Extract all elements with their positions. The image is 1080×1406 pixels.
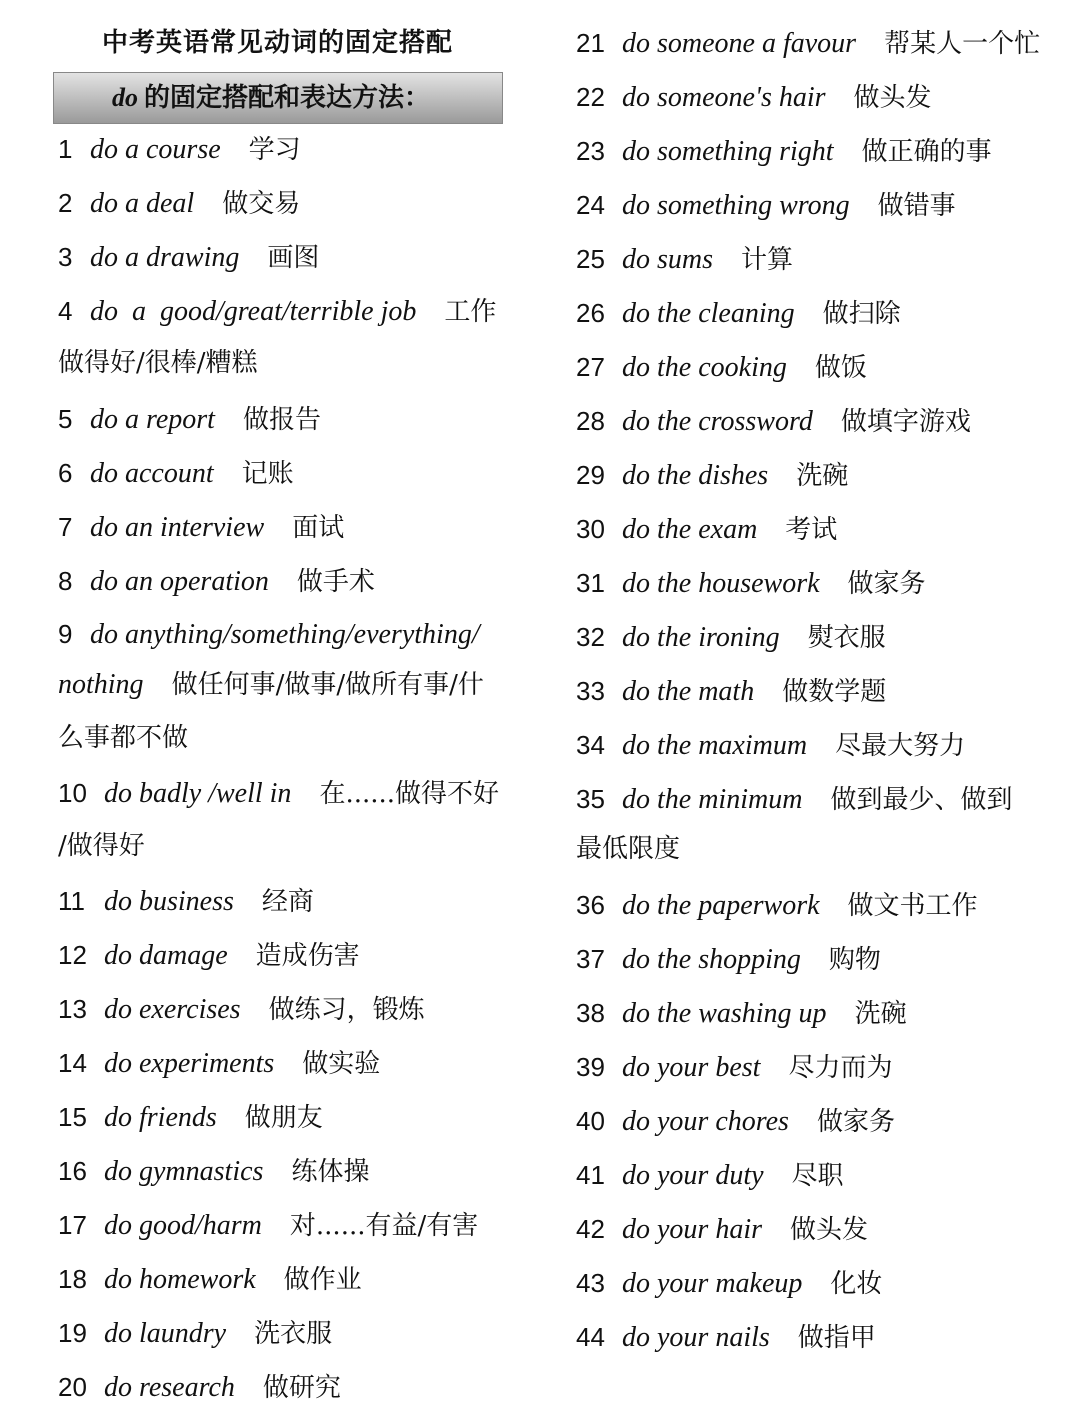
continuation-line: 做得好/很棒/糟糕 — [58, 348, 258, 378]
entry-number: 28 — [576, 406, 605, 436]
entry-chinese: 做朋友 — [244, 1103, 323, 1133]
entry-number: 36 — [576, 890, 605, 920]
entry-number: 13 — [58, 994, 87, 1024]
list-item — [58, 188, 300, 219]
entry-english: do homework — [104, 1264, 256, 1295]
entry-chinese: 做手术 — [296, 567, 375, 597]
list-item — [58, 1102, 323, 1133]
entry-chinese: 化妆 — [830, 1269, 883, 1299]
entry-chinese: 对......有益/有害 — [289, 1211, 479, 1241]
entry-english: do the ironing — [622, 622, 780, 653]
list-item — [58, 1048, 380, 1079]
list-item — [58, 512, 344, 543]
entry-number: 18 — [58, 1264, 87, 1294]
entry-number: 38 — [576, 998, 605, 1028]
entry-number: 26 — [576, 298, 605, 328]
entry-chinese: 做家务 — [816, 1107, 895, 1137]
list-item — [576, 890, 978, 921]
list-item — [58, 1264, 362, 1295]
entry-number: 25 — [576, 244, 605, 274]
entry-number: 21 — [576, 28, 605, 58]
list-item — [58, 1210, 478, 1241]
list-item — [58, 566, 375, 597]
banner-text: 的固定搭配和表达方法： — [144, 83, 431, 113]
entry-number: 24 — [576, 190, 605, 220]
entry-number: 22 — [576, 82, 605, 112]
entry-english: do account — [90, 458, 214, 489]
entry-english: do someone a favour — [622, 28, 857, 59]
entry-english: do your makeup — [622, 1268, 803, 1299]
entry-number: 34 — [576, 730, 605, 760]
entry-english: do the maximum — [622, 730, 808, 761]
entry-number: 15 — [58, 1102, 87, 1132]
entry-english: do a deal — [90, 188, 195, 219]
list-item — [58, 1372, 341, 1403]
list-item — [576, 998, 907, 1029]
entry-chinese: 画图 — [267, 243, 320, 273]
entry-english: do the washing up — [622, 998, 827, 1029]
entry-chinese: 经商 — [261, 887, 314, 917]
list-item — [58, 296, 496, 327]
entry-english: do something right — [622, 136, 834, 167]
entry-chinese: 洗碗 — [796, 461, 849, 491]
entry-english: do the dishes — [622, 460, 769, 491]
entry-number: 40 — [576, 1106, 605, 1136]
entry-english: do a course — [90, 134, 221, 165]
entry-chinese: 做错事 — [877, 191, 956, 221]
continuation-line — [58, 670, 484, 700]
entry-chinese: 在......做得不好 — [319, 779, 500, 809]
entry-chinese: 做任何事/做事/做所有事/什 — [171, 670, 484, 700]
entry-number: 41 — [576, 1160, 605, 1190]
entry-number: 31 — [576, 568, 605, 598]
list-item — [58, 619, 508, 650]
entry-chinese: 尽最大努力 — [835, 731, 966, 761]
list-item — [58, 778, 499, 809]
entry-number: 19 — [58, 1318, 87, 1348]
entry-english: do damage — [104, 940, 228, 971]
entry-english: do the paperwork — [622, 890, 820, 921]
entry-number: 29 — [576, 460, 605, 490]
list-item — [576, 622, 886, 653]
entry-number: 4 — [58, 296, 73, 326]
list-item — [576, 944, 881, 975]
entry-chinese: 学习 — [248, 135, 301, 165]
list-item — [576, 28, 1040, 59]
entry-english: do your best — [622, 1052, 761, 1083]
entry-number: 17 — [58, 1210, 87, 1240]
entry-english: do the shopping — [622, 944, 801, 975]
entry-english: do friends — [104, 1102, 217, 1133]
entry-english: do gymnastics — [104, 1156, 264, 1187]
continuation-line: 么事都不做 — [58, 723, 189, 753]
entry-number: 2 — [58, 188, 73, 218]
list-item — [576, 190, 956, 221]
entry-number: 30 — [576, 514, 605, 544]
entry-english: do badly /well in — [104, 778, 292, 809]
entry-english: do sums — [622, 244, 714, 275]
entry-number: 7 — [58, 512, 73, 542]
entry-english: do your chores — [622, 1106, 789, 1137]
entry-chinese: 做扫除 — [822, 299, 901, 329]
entry-chinese: 购物 — [828, 945, 881, 975]
entry-chinese: 做家务 — [847, 569, 926, 599]
entry-number: 23 — [576, 136, 605, 166]
entry-chinese: 做交易 — [222, 189, 301, 219]
entry-number: 1 — [58, 134, 73, 164]
entry-number: 33 — [576, 676, 605, 706]
list-item — [576, 1322, 876, 1353]
list-item — [576, 568, 926, 599]
list-item — [576, 244, 793, 275]
entry-english: do your hair — [622, 1214, 762, 1245]
entry-chinese: 尽力而为 — [788, 1053, 893, 1083]
entry-number: 12 — [58, 940, 87, 970]
continuation-line: /做得好 — [58, 831, 145, 861]
entry-english: do laundry — [104, 1318, 227, 1349]
entry-number: 8 — [58, 566, 73, 596]
entry-number: 16 — [58, 1156, 87, 1186]
entry-number: 37 — [576, 944, 605, 974]
entry-english: do the housework — [622, 568, 820, 599]
entry-chinese: 工作 — [444, 297, 497, 327]
entry-number: 14 — [58, 1048, 87, 1078]
entry-number: 43 — [576, 1268, 605, 1298]
entry-english: do the minimum — [622, 784, 803, 815]
section-banner — [53, 72, 503, 124]
entry-number: 32 — [576, 622, 605, 652]
list-item — [576, 1052, 892, 1083]
entry-number: 27 — [576, 352, 605, 382]
entry-english: do the crossword — [622, 406, 813, 437]
entry-chinese: 做头发 — [790, 1215, 869, 1245]
banner-keyword: do — [112, 83, 138, 112]
list-item — [58, 1318, 332, 1349]
entry-chinese: 做正确的事 — [861, 137, 992, 167]
entry-number: 44 — [576, 1322, 605, 1352]
entry-chinese: 做文书工作 — [847, 891, 978, 921]
list-item — [58, 458, 294, 489]
entry-chinese: 做作业 — [283, 1265, 362, 1295]
list-item — [576, 676, 886, 707]
entry-english: do an interview — [90, 512, 265, 543]
entry-english: do your nails — [622, 1322, 770, 1353]
list-item — [576, 784, 1012, 815]
entry-number: 3 — [58, 242, 73, 272]
list-item — [576, 298, 901, 329]
entry-number: 39 — [576, 1052, 605, 1082]
entry-chinese: 做到最少、做到 — [830, 785, 1013, 815]
entry-chinese: 记账 — [241, 459, 294, 489]
entry-chinese: 做填字游戏 — [840, 407, 971, 437]
entry-english: do good/harm — [104, 1210, 262, 1241]
entry-english: do a drawing — [90, 242, 240, 273]
list-item — [58, 134, 301, 165]
entry-english: do someone's hair — [622, 82, 826, 113]
entry-chinese: 做饭 — [814, 353, 867, 383]
list-item — [576, 1214, 868, 1245]
entry-chinese: 洗衣服 — [254, 1319, 333, 1349]
entry-chinese: 做研究 — [262, 1373, 341, 1403]
entry-chinese: 计算 — [741, 245, 794, 275]
list-item — [58, 940, 360, 971]
entry-english: do the cooking — [622, 352, 787, 383]
entry-chinese: 考试 — [785, 515, 838, 545]
entry-english: do your duty — [622, 1160, 764, 1191]
entry-chinese: 做报告 — [242, 405, 321, 435]
entry-chinese: 做练习，锻炼 — [268, 995, 425, 1025]
entry-chinese: 练体操 — [291, 1157, 370, 1187]
entry-number: 9 — [58, 619, 73, 649]
list-item — [576, 460, 848, 491]
entry-chinese: 面试 — [292, 513, 345, 543]
entry-english: do a good/great/terrible job — [90, 296, 417, 327]
entry-number: 35 — [576, 784, 605, 814]
entry-english: do research — [104, 1372, 235, 1403]
entry-chinese: 尽职 — [791, 1161, 844, 1191]
list-item — [576, 406, 971, 437]
entry-english: do experiments — [104, 1048, 275, 1079]
list-item — [58, 1156, 369, 1187]
entry-number: 6 — [58, 458, 73, 488]
entry-english: do exercises — [104, 994, 241, 1025]
entry-chinese: 做数学题 — [782, 677, 887, 707]
entry-chinese: 熨衣服 — [807, 623, 886, 653]
entry-number: 20 — [58, 1372, 87, 1402]
entry-number: 5 — [58, 404, 73, 434]
entry-chinese: 做指甲 — [797, 1323, 876, 1353]
entry-chinese: 做头发 — [853, 83, 932, 113]
list-item — [576, 352, 867, 383]
entry-english: do business — [104, 886, 234, 917]
entry-english: do the cleaning — [622, 298, 795, 329]
list-item — [576, 82, 932, 113]
entry-english: do the math — [622, 676, 755, 707]
entry-english: do an operation — [90, 566, 269, 597]
list-item — [576, 730, 965, 761]
entry-english: nothing — [58, 669, 144, 700]
continuation-line: 最低限度 — [576, 834, 681, 864]
entry-chinese: 洗碗 — [854, 999, 907, 1029]
entry-english: do something wrong — [622, 190, 850, 221]
entry-english: do a report — [90, 404, 215, 435]
entry-english: do anything/something/everything/ — [90, 619, 480, 650]
list-item — [576, 514, 837, 545]
page-title: 中考英语常见动词的固定搭配 — [102, 28, 454, 58]
list-item — [58, 242, 319, 273]
entry-english: do the exam — [622, 514, 758, 545]
entry-number: 11 — [58, 886, 85, 916]
list-item — [576, 1268, 882, 1299]
entry-chinese: 造成伤害 — [255, 941, 360, 971]
entry-number: 42 — [576, 1214, 605, 1244]
list-item — [576, 136, 992, 167]
list-item — [576, 1106, 895, 1137]
entry-chinese: 做实验 — [302, 1049, 381, 1079]
list-item — [58, 404, 321, 435]
list-item — [58, 994, 425, 1025]
entry-chinese: 帮某人一个忙 — [884, 29, 1041, 59]
list-item — [576, 1160, 844, 1191]
entry-number: 10 — [58, 778, 87, 808]
list-item — [58, 886, 314, 917]
